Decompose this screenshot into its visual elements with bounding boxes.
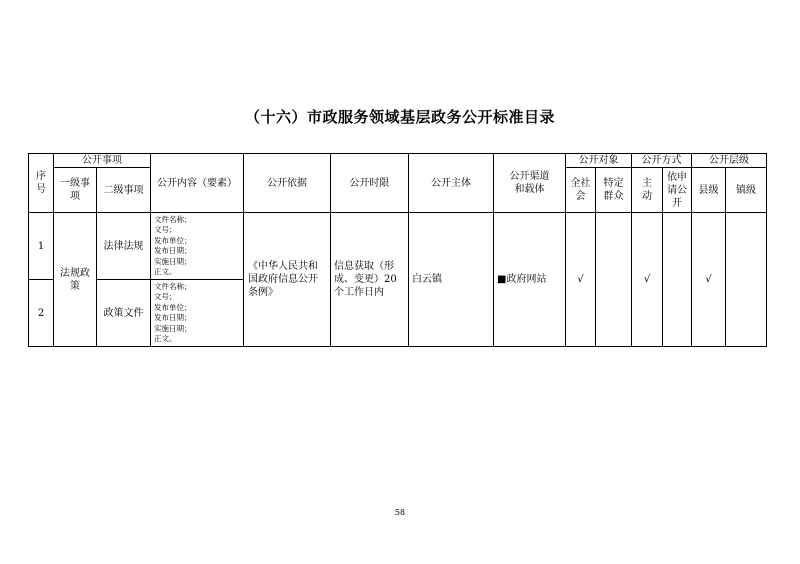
- content-line: 实施日期；: [154, 256, 192, 266]
- catalog-table: [28, 153, 767, 347]
- header-target-specific: 特定群众: [596, 168, 632, 213]
- level2-cell: 政策文件: [97, 280, 151, 347]
- content-line: 实施日期；: [154, 323, 192, 333]
- header-method-active: 主动: [632, 168, 663, 213]
- content-cell: [151, 280, 244, 347]
- content-line: 文号；: [154, 292, 177, 301]
- table-row: [29, 213, 767, 280]
- content-line: 发布单位；: [154, 235, 192, 245]
- header-level2: 二级事项: [97, 168, 151, 213]
- header-level1: 一级事项: [54, 168, 97, 213]
- content-line: 正文。: [154, 334, 177, 343]
- subject-cell: 白云镇: [409, 213, 494, 347]
- page-number: 58: [394, 508, 406, 517]
- target-specific-cell: [596, 213, 632, 347]
- content-line: 发布日期；: [154, 246, 192, 255]
- content-line: 发布单位；: [154, 302, 192, 312]
- header-channel: 公开渠道和载体: [494, 154, 566, 213]
- header-method-request: 依申请公开: [663, 168, 692, 213]
- header-level-county: 县级: [692, 168, 726, 213]
- header-content: 公开内容（要素）: [151, 154, 244, 213]
- content-line: 发布日期；: [154, 313, 192, 322]
- header-time-limit: 公开时限: [331, 154, 409, 213]
- header-target-all: 全社会: [566, 168, 596, 213]
- header-seq: 序号: [29, 154, 54, 213]
- header-target-group: 公开对象: [566, 154, 632, 168]
- method-active-cell: √: [632, 213, 663, 347]
- header-basis: 公开依据: [244, 154, 331, 213]
- header-level-group: 公开层级: [692, 154, 767, 168]
- page-title: （十六）市政服务领域基层政务公开标准目录: [244, 108, 555, 126]
- level-town-cell: [726, 213, 767, 347]
- header-items-group: 公开事项: [54, 154, 151, 168]
- header-subject: 公开主体: [409, 154, 494, 213]
- row-seq: 1: [29, 213, 54, 280]
- content-line: 文件名称；: [154, 281, 192, 291]
- time-limit-cell: 信息获取（形成、变更）20个工作日内: [331, 213, 409, 347]
- target-all-cell: √: [566, 213, 596, 347]
- level2-cell: 法律法规: [97, 213, 151, 280]
- content-cell: [151, 213, 244, 280]
- header-method-group: 公开方式: [632, 154, 692, 168]
- row-seq: 2: [29, 280, 54, 347]
- header-level-town: 镇级: [726, 168, 767, 213]
- level1-cell: 法规政策: [54, 213, 97, 347]
- basis-cell: 《中华人民共和国政府信息公开条例》: [244, 213, 331, 347]
- content-line: 文号；: [154, 225, 177, 234]
- content-line: 文件名称；: [154, 214, 192, 224]
- content-line: 正文。: [154, 267, 177, 276]
- channel-cell: ■政府网站: [494, 213, 566, 347]
- method-request-cell: [663, 213, 692, 347]
- level-county-cell: √: [692, 213, 726, 347]
